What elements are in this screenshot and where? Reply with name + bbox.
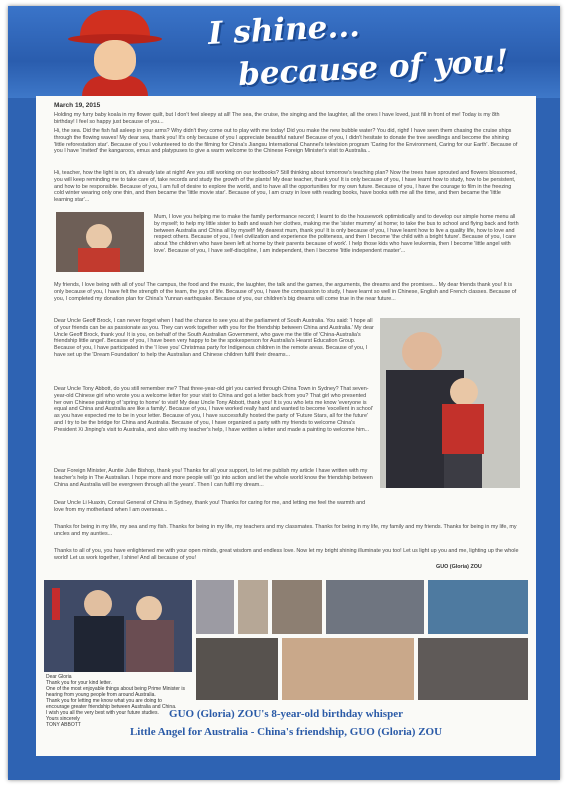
photo-group-1 bbox=[326, 580, 424, 634]
paragraph: Mum, I love you helping me to make the family performance record; I learnt to do the housework optimistically and to develop our simple home menu all by myself; to help my little sister to bath and wash her clothes, making me the 'sister mummy' at home; to take the bus to school and flying back and forth between Australia and China all by myself! My dearest mum, thank you! It is only because of you, I have learnt how to live a quality life, how to love and respect others. Because of you, I feel civilization and experience the politeness, and then I become 'the child with a bright future'. Because of you, I care about 'the children who have been left at home by their parents because of work'. I help those kids who have leukemia, then I become 'little angel with love'. Because of you, I have self-discipline, I am independent, then I become 'little independent master'... bbox=[154, 214, 519, 254]
paragraph: Thanks for being in my life, my sea and my fish. Thanks for being in my life, my teachers and my classmates. Thanks for being in my life, my family and my friends. Thanks for being in my life, my uncles and my aunties... bbox=[54, 524, 517, 537]
headline-line-1: I shine... bbox=[207, 8, 361, 52]
paragraph: Dear Uncle Li Huaxin, Consul General of China in Sydney, thank you! Thanks for caring for me, and letting me feel the warmth and love from my motherland when I am overseas... bbox=[54, 500, 366, 513]
paragraph: Hi, the sea. Did the fish fall asleep in your arms? Why didn't they come out to play with me today! Did you make the new bubble water? You did, right! I have seen them chasing the cruise ships through the flowing waves! My dear sea, thank you! It's only because of you I appreciate beautiful nature! Because of you, I didn't hesitate to donate the tree seedlings and become the shining 'little reforestation star'. Because of you I volunteered to do the filming for China's Jiangsu International Channel's television program 'Caring for the Environment, Caring for our Earth'. Because of you I have 'invited' the kangaroos, emus and platypuses to give a warm welcome to the Chinese Foreign Minister's visit to Australia... bbox=[54, 128, 518, 155]
paragraph: Dear Uncle Tony Abbott, do you still remember me? That three-year-old girl you carried through China Town in Sydney? That seven-year-old Chinese girl who wrote you a welcome letter for your visit to China and got a letter back from you? That girl who presented her own Chinese painting of 'spring to home' to visit! My dear Uncle Tony Abbott, thank you! It is you who lets me know 'everyone is equal and China and Australia are like a family'. Because of you, I have worked really hard and wanted to become 'excellent in school' as you have expected me to be in your letter. Because of you, I have successfully hosted the party of 'Future Stars, all for the future' and I try to be the bridge for China and Australia. Because of you, I have organized a party with my friends to welcome China's President Xi Jinping's visit to Australia, and also with my teacher's help, I have written a letter and made a painting to welcome him... bbox=[54, 386, 373, 433]
photo-child-cooking bbox=[56, 212, 144, 272]
newspaper-page bbox=[8, 6, 560, 780]
paragraph: My friends, I love being with all of you! The campus, the food and the music, the laughter, the talk and the games, the arguments, the dreams and the promises... My dear friends thank you! It is only because of you, I have felt the strength of the team, the joys of life. Because of you, I have the compassion to study, I have learnt so well in Chinese, English and French classes. Because of you, I completed my donation plan for China's Yunnan earthquake. Because of you, our children's big dreams will come true in the near future... bbox=[54, 282, 517, 302]
footer-subtitle: Little Angel for Australia - China's friendship, GUO (Gloria) ZOU bbox=[129, 726, 443, 738]
article-body bbox=[36, 96, 536, 756]
photo-small-4 bbox=[196, 638, 278, 700]
footer-title: GUO (Gloria) ZOU's 8-year-old birthday whisper bbox=[169, 708, 403, 720]
paragraph: Thanks to all of you, you have enlightened me with your open minds, great wisdom and endless love. Now let my bright shining illuminate you too! Let us light up you and me, lighting up the whole world! Let us work together, I shine! And all because of you! bbox=[54, 548, 519, 561]
photo-small-2 bbox=[238, 580, 268, 634]
photo-abbott-bishop bbox=[44, 580, 192, 672]
paragraph: Hi, teacher, how the light is on, it's already late at night! Are you still working on our textbooks? Still thinking about tomorrow's teaching plan? Now the trees have sprouted and flowers blossomed, you will keep reminding me to take care of, take records and study the growth of the plants! My dear teacher, thank you! It is only because of you, I have learnt how to study, how to be persistent, and how to be responsible. Because of you, I am full of desire to explore the world, and to have all the opportunities for my own future. Because of you, I have the courage to film in the freezing cold winter wearing only one thin, and then became the 'little movie star'. Because of you, I am crazy in love with reading books, have books with me all the time, and then became the 'little learning star'... bbox=[54, 170, 517, 204]
signature: GUO (Gloria) ZOU bbox=[436, 564, 482, 570]
bottom-band bbox=[8, 758, 560, 780]
photo-small-3 bbox=[272, 580, 322, 634]
header-banner bbox=[8, 6, 560, 98]
article-date: March 19, 2015 bbox=[54, 102, 101, 109]
child-photo bbox=[68, 10, 160, 102]
photo-performance bbox=[428, 580, 528, 634]
photo-group-2 bbox=[282, 638, 414, 700]
photo-small-1 bbox=[196, 580, 234, 634]
headline-line-2: because of you! bbox=[237, 42, 510, 94]
letter-caption: Dear Gloria Thank you for your kind letter. One of the most enjoyable things about being Prime Minister is hearing from young people from around Australia. Thank you for letting me know what you are doing to encourage greater friendship between Australia and China. I wish you all the very best with your future studies. Yours sincerely TONY ABBOTT bbox=[46, 674, 185, 728]
photo-group-3 bbox=[418, 638, 528, 700]
paragraph: Dear Foreign Minister, Auntie Julie Bishop, thank you! Thanks for all your support, to let me publish my article I have written with my teacher's help in The Australian. I hope more and more people will 'go into action and let the whole world know the friendship between China and Australia will be evergreen through all the years'. Then I can fulfil my dream... bbox=[54, 468, 373, 488]
photo-with-official bbox=[380, 318, 520, 488]
paragraph: Holding my furry baby koala in my flower quilt, but I don't feel sleepy at all! The sea, the cruise, the singing and the laughter, all the ones I have loved, just fill in front of me! Today is my 8th birthday! I feel so happy just because of you... bbox=[54, 112, 500, 125]
paragraph: Dear Uncle Geoff Brock, I can never forget when I had the chance to see you at the parliament of South Australia. You said: 'I hope all of your friends can be as passionate as you. They can work together with you for the friendship between China and Australia.' My dear Uncle Geoff Brock, thank you! It is you, on behalf of the South Australian Government, who gave me the title of 'China-Australia's friendship little angel'. Because of you, I have been very happy to be the spokesperson for Australia's Hearst Education Group. Because of you, I have participated in the 'I love you' Christmas party for Indigenous children in the remote areas. Because of you, I have set up the 'Dream Foundation' to help the Australian and Chinese children fulfil their dreams... bbox=[54, 318, 374, 358]
